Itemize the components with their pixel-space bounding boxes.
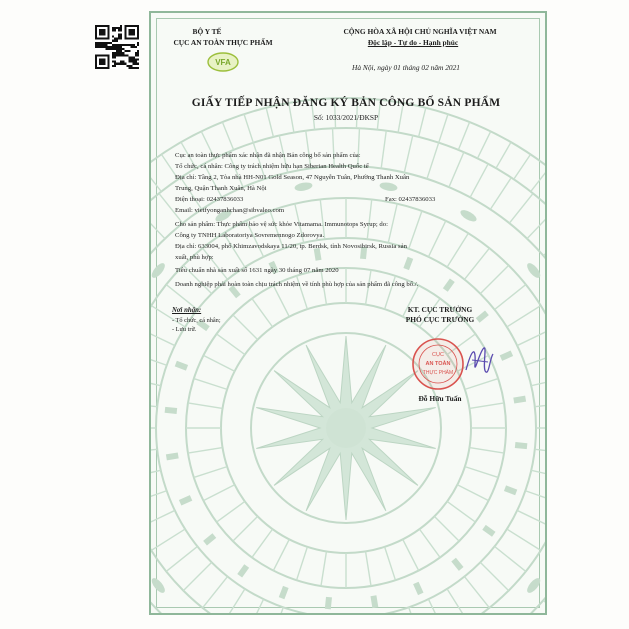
body-line: Địa chỉ: Tầng 2, Tòa nhà HH-N01 Gold Season, 47 Nguyễn Tuân, Phường Thanh Xuân: [175, 174, 410, 181]
body-line: Địa chỉ: 633004, phố Khimzavodskaya 11/20, tp. Berdsk, tỉnh Novosibirsk, Russia sản: [175, 243, 407, 250]
recipient-item: - Lưu trữ.: [172, 326, 197, 333]
logo-text: VFA: [215, 58, 231, 67]
document-number: Số: 1033/2021/ĐKSP: [313, 113, 379, 122]
email: Email: vietfyonganhchan@sibvaleo.com: [175, 207, 285, 214]
standard-line: Tiêu chuẩn nhà sản xuất số 1631 ngày 30 tháng 07 năm 2020: [175, 267, 339, 274]
responsibility-line: Doanh nghiệp phải hoàn toàn chịu trách nhiệm về tính phù hợp của sản phẩm đã công bố./.: [175, 281, 419, 288]
republic-name: CỘNG HÒA XÃ HỘI CHỦ NGHĨA VIỆT NAM: [343, 27, 497, 36]
svg-text:THỰC PHẨM: THỰC PHẨM: [422, 370, 454, 376]
signer-subrole: PHÓ CỤC TRƯỞNG: [405, 315, 475, 324]
signer-role: KT. CỤC TRƯỞNG: [407, 305, 473, 314]
qr-code: [95, 25, 139, 69]
recipient-item: - Tổ chức, cá nhân;: [172, 317, 221, 324]
body-line: Cho sản phẩm: Thực phẩm bảo vệ sức khỏe Vitamama. Immunotops Syrup; do:: [175, 221, 388, 228]
recipients-heading: Nơi nhận:: [172, 307, 202, 314]
body-line: Cục an toàn thực phẩm xác nhận đã nhận Bản công bố sản phẩm của:: [175, 152, 361, 159]
phone: Điện thoại: 02437836033: [175, 196, 244, 203]
document-title: GIẤY TIẾP NHẬN ĐĂNG KÝ BẢN CÔNG BỐ SẢN PHẨM: [191, 97, 501, 109]
ministry-name: BỘ Y TẾ: [192, 27, 222, 36]
place-date: Hà Nội, ngày 01 tháng 02 năm 2021: [352, 63, 460, 72]
body-line: xuất, phù hợp:: [175, 254, 214, 261]
signer-name: Đỗ Hữu Tuấn: [418, 394, 462, 403]
body-line: Tổ chức, cá nhân: Công ty trách nhiệm hữu hạn Siberian Health Quốc tế: [175, 163, 369, 170]
body-line: Trung, Quận Thanh Xuân, Hà Nội: [175, 185, 267, 192]
vfa-logo: [206, 50, 240, 74]
handwritten-signature: [462, 340, 496, 384]
motto: Độc lập - Tự do - Hạnh phúc: [367, 38, 459, 47]
svg-text:CỤC: CỤC: [432, 352, 444, 358]
body-line: Công ty TNHH Laboratoriya Sovremennogo Zdorovya.: [175, 232, 325, 239]
official-red-stamp: [410, 336, 466, 392]
agency-name: CỤC AN TOÀN THỰC PHẨM: [173, 38, 273, 47]
svg-text:AN TOÀN: AN TOÀN: [425, 361, 451, 367]
fax: Fax: 02437836033: [385, 196, 436, 203]
